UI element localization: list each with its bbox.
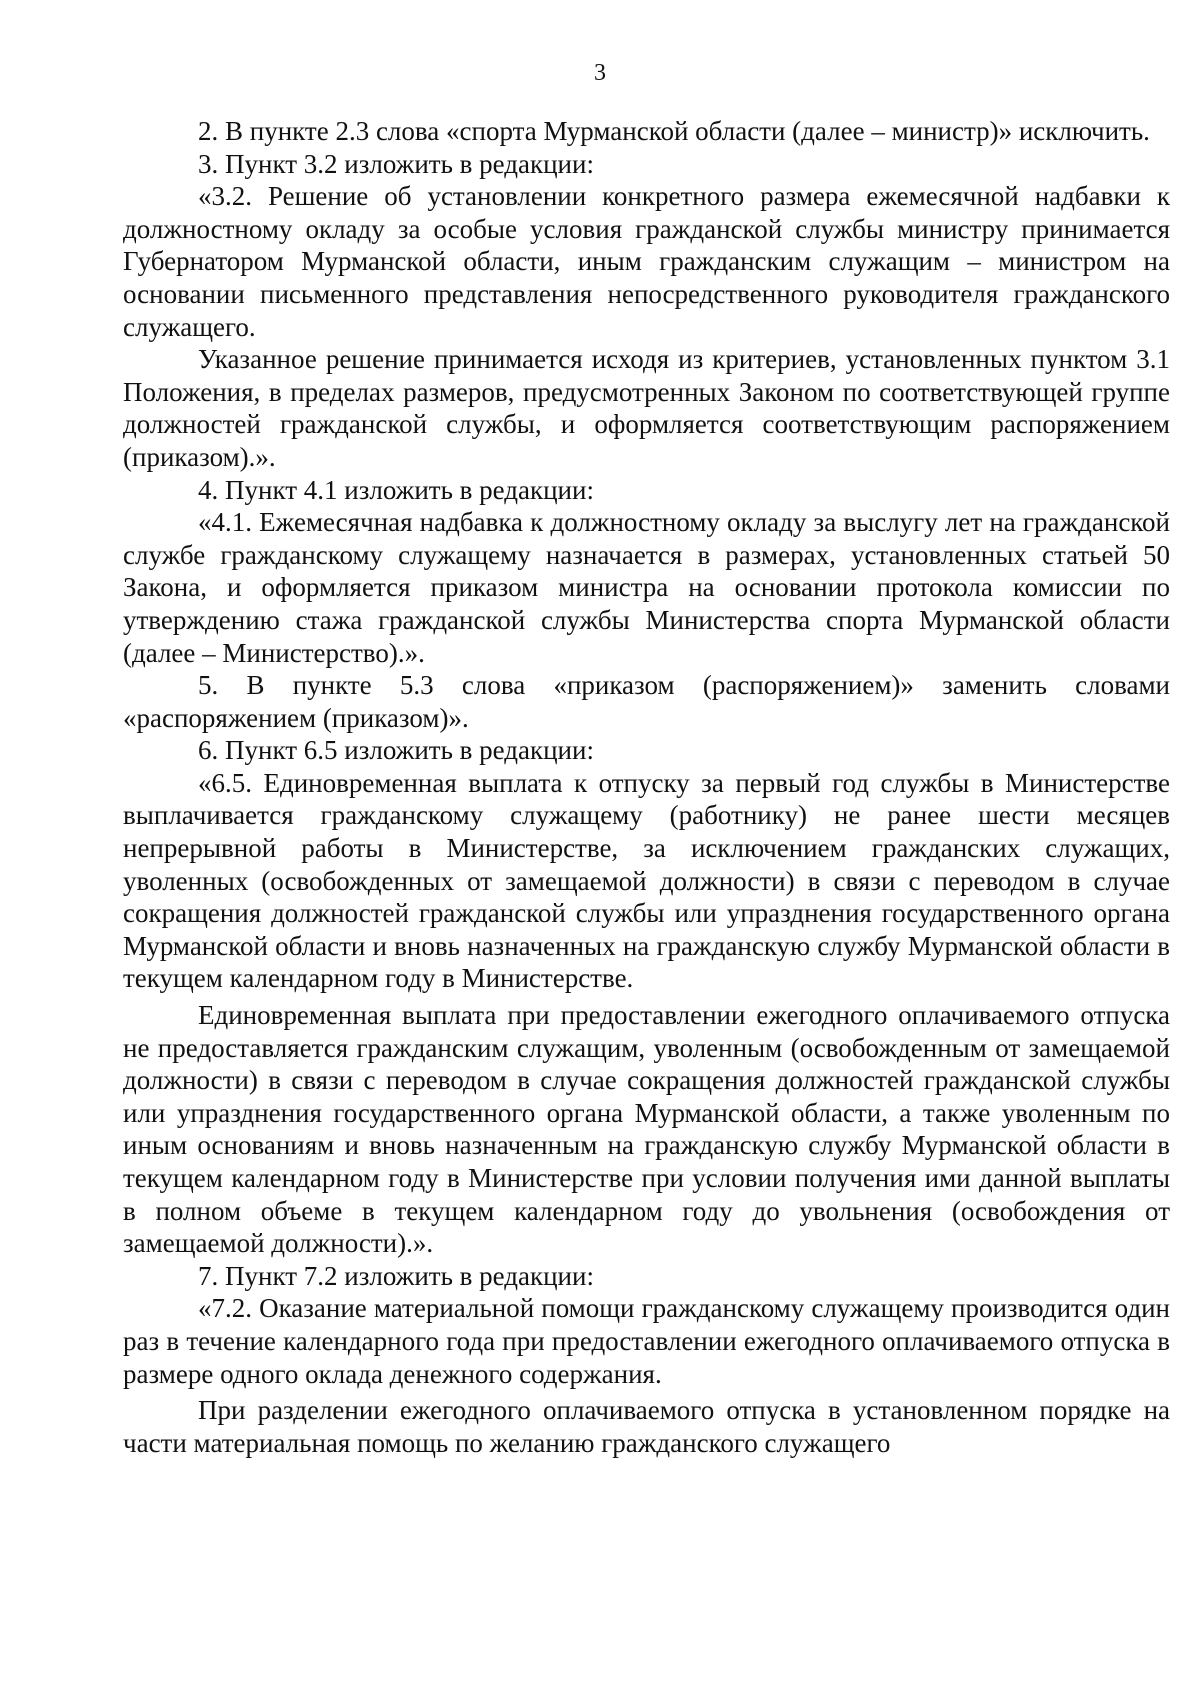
page-number: 3 (594, 60, 606, 86)
paragraph-item-4: 4. Пункт 4.1 изложить в редакции: (198, 474, 594, 505)
paragraph-item-5: 5. В пункте 5.3 слова «приказом (распоряжением)» заменить словами «распоряжением (приказом)». (123, 670, 1170, 733)
paragraph-vacation-split: При разделении ежегодного оплачиваемого отпуска в установленном порядке на части материальная помощь по желанию гражданского служащего (123, 1395, 1170, 1458)
paragraph-decision-note: Указанное решение принимается исходя из критериев, установленных пунктом 3.1 Положения, в пределах размеров, предусмотренных Законом по соответствующей группе должностей гражданской службы, и оформляется соответствующим распоряжением (приказом).». (123, 344, 1170, 472)
paragraph-lump-sum-note: Единовременная выплата при предоставлении ежегодного оплачиваемого отпуска не предоставляется гражданским служащим, уволенным (освобожденным от замещаемой должности) в связи с переводом в случае сокращения должностей гражданской службы или упразднения государственного органа Мурманской области, а также уволенным по иным основаниям и вновь назначенным на гражданскую службу Мурманской области в текущем календарном году в Министерстве при условии получения ими данной выплаты в полном объеме в текущем календарном году до увольнения (освобождения от замещаемой должности).». (123, 1000, 1170, 1259)
paragraph-clause-7-2: «7.2. Оказание материальной помощи гражданскому служащему производится один раз в течение календарного года при предоставлении ежегодного оплачиваемого отпуска в размере одного оклада денежного содержания. (123, 1293, 1170, 1389)
document-body (123, 115, 1170, 1459)
paragraph-item-7: 7. Пункт 7.2 изложить в редакции: (198, 1260, 594, 1291)
paragraph-clause-4-1: «4.1. Ежемесячная надбавка к должностному окладу за выслугу лет на гражданской службе гражданскому служащему назначается в размерах, установленных статьей 50 Закона, и оформляется приказом министра на основании протокола комиссии по утверждению стажа гражданской службы Министерства спорта Мурманской области (далее – Министерство).». (123, 507, 1170, 668)
paragraph-clause-3-2: «3.2. Решение об установлении конкретного размера ежемесячной надбавки к должностному окладу за особые условия гражданской службы министру принимается Губернатором Мурманской области, иным гражданским служащим – министром на основании письменного представления непосредственного руководителя гражданского служащего. (123, 181, 1170, 342)
paragraph-clause-6-5: «6.5. Единовременная выплата к отпуску за первый год службы в Министерстве выплачивается гражданскому служащему (работнику) не ранее шести месяцев непрерывной работы в Министерстве, за исключением гражданских служащих, уволенных (освобожденных от замещаемой должности) в связи с переводом в случае сокращения должностей гражданской службы или упразднения государственного органа Мурманской области и вновь назначенных на гражданскую службу Мурманской области в текущем календарном году в Министерстве. (123, 767, 1170, 994)
paragraph-item-3: 3. Пункт 3.2 изложить в редакции: (198, 148, 594, 179)
paragraph-item-2: 2. В пункте 2.3 слова «спорта Мурманской области (далее – министр)» исключить. (198, 116, 1150, 146)
paragraph-item-6: 6. Пункт 6.5 изложить в редакции: (198, 735, 594, 766)
